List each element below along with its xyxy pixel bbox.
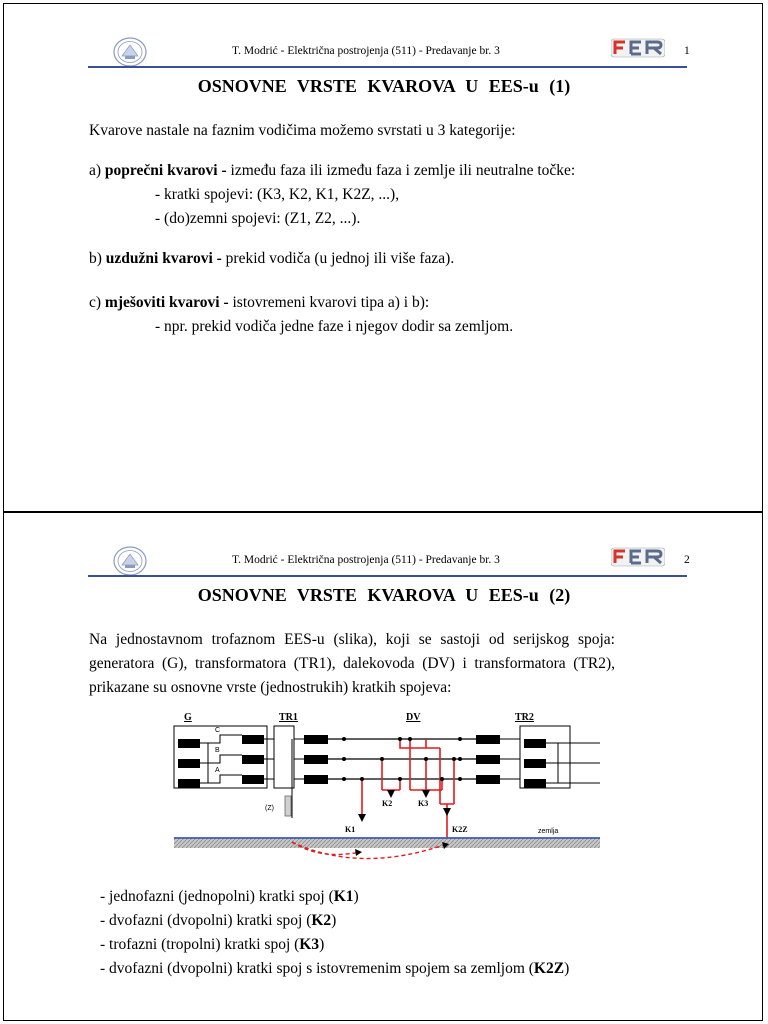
category-a-item-2: - (do)zemni spojevi: (Z1, Z2, ...).	[155, 210, 361, 227]
fault-item-k2-text: - dvofazni (dvopolni) kratki spoj (	[100, 912, 312, 929]
fault-item-k1-code: K1	[333, 888, 354, 905]
category-b	[89, 250, 454, 268]
fault-item-k1-text: - jednofazni (jednopolni) kratki spoj (	[100, 888, 334, 905]
fault-item-k2-code: K2	[311, 912, 332, 929]
category-a-description: između faza ili između faza i zemlje ili neutralne točke:	[226, 162, 576, 179]
slide-2	[3, 512, 763, 1021]
label-tr1: TR1	[279, 712, 298, 723]
slide-title: OSNOVNE VRSTE KVAROVA U EES-u (2)	[197, 585, 571, 605]
fault-item-k2z-text: - dvofazni (dvopolni) kratki spoj s istovremenim spojem sa zemljom (	[100, 960, 534, 977]
header-text: T. Modrić - Električna postrojenja (511) - Predavanje br. 3	[232, 554, 500, 566]
university-seal-icon	[112, 545, 148, 577]
fault-item-k2	[100, 912, 336, 930]
k1-label: K1	[345, 825, 356, 834]
category-b-description: prekid vodiča (u jednoj ili više faza).	[221, 250, 455, 267]
phase-b-label: B	[215, 747, 220, 754]
category-a-prefix: a)	[89, 162, 105, 179]
category-b-term: uzdužni kvarovi -	[105, 250, 222, 267]
category-c-prefix: c)	[89, 294, 105, 311]
fault-item-k3	[100, 936, 324, 954]
page-number: 1	[684, 45, 690, 57]
category-c-item-1: - npr. prekid vodiča jedne faze i njegov dodir sa zemljom.	[155, 318, 514, 335]
category-a-term: poprečni kvarovi -	[104, 162, 227, 179]
header-rule	[88, 66, 687, 68]
fer-logo-icon	[611, 546, 665, 568]
fault-item-k2z	[100, 960, 569, 978]
k3-label: K3	[418, 799, 429, 808]
category-a	[89, 162, 575, 180]
fault-item-k3-text: - trofazni (tropolni) kratki spoj (	[100, 936, 300, 953]
fault-diagram	[170, 708, 600, 868]
header-text: T. Modrić - Električna postrojenja (511) - Predavanje br. 3	[232, 45, 500, 57]
fault-item-k2z-end: )	[564, 960, 570, 977]
label-dv: DV	[406, 712, 421, 723]
slide-title: OSNOVNE VRSTE KVAROVA U EES-u (1)	[197, 76, 571, 96]
fault-item-k1-end: )	[353, 888, 359, 905]
category-c	[89, 294, 429, 312]
ground-label: zemlja	[538, 828, 559, 835]
paragraph-line-1: Na jednostavnom trofaznom EES-u (slika), koji se sastoji od serijskog spoja:	[89, 631, 615, 648]
category-c-description: istovremeni kvarovi tipa a) i b):	[228, 294, 430, 311]
category-b-prefix: b)	[89, 250, 106, 267]
phase-a-label: A	[215, 767, 220, 774]
fault-item-k3-code: K3	[299, 936, 320, 953]
impedance-label: (Z)	[265, 805, 274, 812]
label-tr2: TR2	[515, 712, 534, 723]
fault-item-k3-end: )	[319, 936, 325, 953]
fer-logo-icon	[611, 37, 665, 59]
page-number: 2	[684, 554, 690, 566]
paragraph-line-3: prikazane su osnovne vrste (jednostrukih) kratkih spojeva:	[89, 679, 452, 696]
intro-text: Kvarove nastale na faznim vodičima možemo svrstati u 3 kategorije:	[89, 122, 516, 139]
slide-1	[3, 3, 763, 512]
university-seal-icon	[112, 36, 148, 68]
category-a-item-1: - kratki spojevi: (K3, K2, K1, K2Z, ...),	[155, 186, 400, 203]
fault-item-k2-end: )	[331, 912, 337, 929]
intro-paragraph	[89, 628, 615, 700]
phase-c-label: C	[215, 727, 221, 734]
paragraph-line-2: generatora (G), transformatora (TR1), dalekovoda (DV) i transformatora (TR2),	[89, 655, 615, 672]
k2-label: K2	[382, 799, 393, 808]
category-c-term: mješoviti kvarovi -	[104, 294, 229, 311]
fault-item-k1	[100, 888, 359, 906]
k2z-label: K2Z	[452, 825, 468, 834]
label-generator: G	[184, 712, 192, 723]
header-rule	[88, 575, 687, 577]
fault-item-k2z-code: K2Z	[533, 960, 565, 977]
